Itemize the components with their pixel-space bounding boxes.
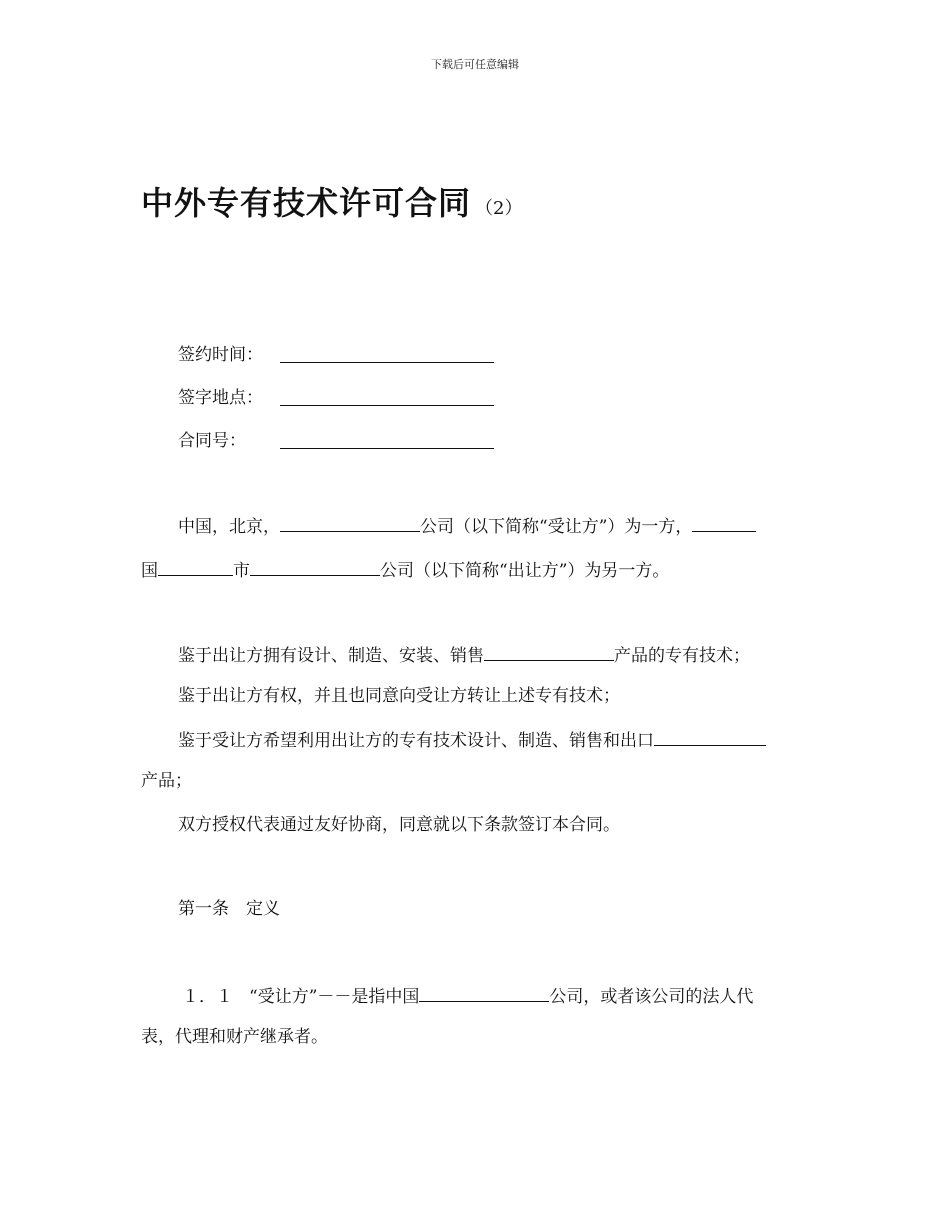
party-2-country: 国 xyxy=(141,561,158,581)
blank xyxy=(692,515,756,532)
sign-place-blank xyxy=(280,405,494,406)
blank xyxy=(158,559,233,576)
clause-1-1-continued: 表，代理和财产继承者。 xyxy=(141,1027,328,1047)
party-1-prefix: 中国，北京， xyxy=(178,517,280,537)
whereas-1-tail: 产品的专有技术； xyxy=(614,646,750,666)
article-1-heading: 第一条 定义 xyxy=(178,899,280,919)
blank xyxy=(654,729,766,746)
header-note: 下载后可任意编辑 xyxy=(431,58,519,71)
blank xyxy=(419,985,549,1002)
whereas-4: 双方授权代表通过友好协商，同意就以下条款签订本合同。 xyxy=(178,815,620,835)
whereas-3 xyxy=(178,729,766,751)
party-2-text: 公司（以下简称“出让方”）为另一方。 xyxy=(380,561,670,581)
whereas-1 xyxy=(178,644,750,666)
title-main: 中外专有技术许可合同 xyxy=(141,184,472,222)
parties-line-1 xyxy=(178,515,756,537)
parties-line-2 xyxy=(141,559,669,581)
sign-place-label: 签字地点： xyxy=(178,388,263,408)
sign-time-label: 签约时间： xyxy=(178,345,263,365)
whereas-3-tail: 产品； xyxy=(141,771,192,791)
blank xyxy=(484,644,614,661)
party-1-text: 公司（以下简称“受让方”）为一方， xyxy=(420,517,693,537)
blank xyxy=(280,515,420,532)
clause-1-1 xyxy=(178,985,753,1007)
clause-1-1-tail: 公司，或者该公司的法人代 xyxy=(549,987,754,1007)
sign-time-blank xyxy=(280,362,494,363)
clause-1-1-number: １．１ xyxy=(182,987,233,1007)
contract-no-blank xyxy=(280,448,494,449)
party-2-city: 市 xyxy=(233,561,250,581)
whereas-2: 鉴于出让方有权，并且也同意向受让方转让上述专有技术； xyxy=(178,686,620,706)
document-title xyxy=(141,178,522,224)
whereas-1-text: 鉴于出让方拥有设计、制造、安装、销售 xyxy=(178,646,484,666)
whereas-3-text: 鉴于受让方希望利用出让方的专有技术设计、制造、销售和出口 xyxy=(178,731,654,751)
blank xyxy=(250,559,380,576)
title-sub: （2） xyxy=(475,198,523,219)
clause-1-1-text: “受让方”－－是指中国 xyxy=(249,987,420,1007)
contract-no-label: 合同号： xyxy=(178,431,246,451)
